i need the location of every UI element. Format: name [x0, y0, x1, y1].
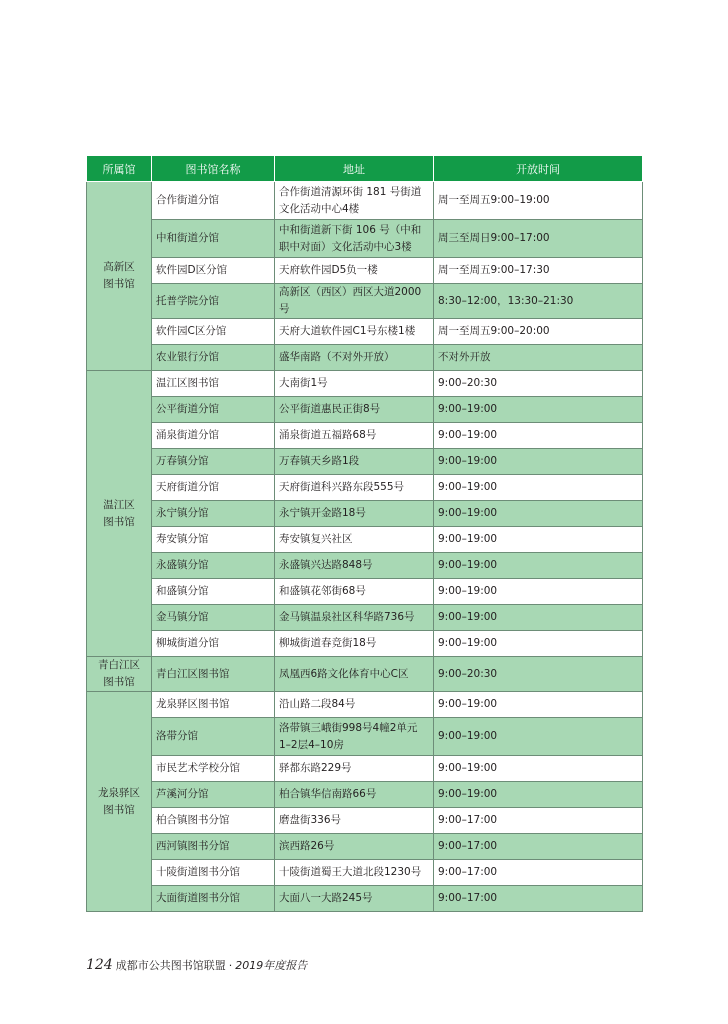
address-cell: 磨盘街336号	[275, 808, 434, 834]
opening-hours-cell: 不对外开放	[434, 345, 643, 371]
address-cell: 公平街道惠民正街8号	[275, 397, 434, 423]
library-name-cell: 十陵街道图书分馆	[152, 860, 275, 886]
table-row	[87, 258, 643, 284]
opening-hours-cell: 9:00–17:00	[434, 834, 643, 860]
address-cell: 万春镇天乡路1段	[275, 449, 434, 475]
address-cell: 高新区（西区）西区大道2000号	[275, 284, 434, 319]
library-name-cell: 温江区图书馆	[152, 371, 275, 397]
table-row	[87, 220, 643, 258]
address-cell: 涌泉街道五福路68号	[275, 423, 434, 449]
footer-separator: ·	[228, 959, 233, 972]
table-row	[87, 345, 643, 371]
table-row	[87, 553, 643, 579]
page-footer	[86, 957, 307, 973]
library-name-cell: 龙泉驿区图书馆	[152, 692, 275, 718]
publisher-name: 成都市公共图书馆联盟	[115, 959, 226, 972]
address-cell: 滨西路26号	[275, 834, 434, 860]
page-number: 124	[86, 957, 113, 973]
address-cell: 驿都东路229号	[275, 756, 434, 782]
address-cell: 合作街道清源环街 181 号街道文化活动中心4楼	[275, 182, 434, 220]
opening-hours-cell: 9:00–19:00	[434, 579, 643, 605]
opening-hours-cell: 9:00–17:00	[434, 860, 643, 886]
address-cell: 和盛镇花邻街68号	[275, 579, 434, 605]
library-name-cell: 洛带分馆	[152, 718, 275, 756]
header-address: 地址	[275, 156, 434, 182]
table-row	[87, 860, 643, 886]
address-cell: 柳城街道春竞街18号	[275, 631, 434, 657]
library-name-cell: 永宁镇分馆	[152, 501, 275, 527]
opening-hours-cell: 9:00–19:00	[434, 692, 643, 718]
table-row	[87, 319, 643, 345]
opening-hours-cell: 9:00–19:00	[434, 475, 643, 501]
table-row	[87, 886, 643, 912]
library-name-cell: 合作街道分馆	[152, 182, 275, 220]
library-name-cell: 青白江区图书馆	[152, 657, 275, 692]
opening-hours-cell: 周一至周五9:00–17:30	[434, 258, 643, 284]
library-name-cell: 寿安镇分馆	[152, 527, 275, 553]
region-cell: 龙泉驿区 图书馆	[87, 692, 152, 912]
library-name-cell: 和盛镇分馆	[152, 579, 275, 605]
opening-hours-cell: 9:00–17:00	[434, 886, 643, 912]
table-row	[87, 284, 643, 319]
opening-hours-cell: 9:00–19:00	[434, 397, 643, 423]
address-cell: 中和街道新下街 106 号（中和职中对面）文化活动中心3楼	[275, 220, 434, 258]
opening-hours-cell: 9:00–20:30	[434, 371, 643, 397]
opening-hours-cell: 9:00–19:00	[434, 501, 643, 527]
library-name-cell: 金马镇分馆	[152, 605, 275, 631]
table-row	[87, 579, 643, 605]
opening-hours-cell: 9:00–19:00	[434, 449, 643, 475]
table-row	[87, 182, 643, 220]
address-cell: 沿山路二段84号	[275, 692, 434, 718]
address-cell: 盛华南路（不对外开放）	[275, 345, 434, 371]
library-table	[86, 156, 643, 912]
library-name-cell: 农业银行分馆	[152, 345, 275, 371]
opening-hours-cell: 周三至周日9:00–17:00	[434, 220, 643, 258]
address-cell: 寿安镇复兴社区	[275, 527, 434, 553]
address-cell: 天府街道科兴路东段555号	[275, 475, 434, 501]
opening-hours-cell: 周一至周五9:00–20:00	[434, 319, 643, 345]
library-name-cell: 万春镇分馆	[152, 449, 275, 475]
opening-hours-cell: 周一至周五9:00–19:00	[434, 182, 643, 220]
opening-hours-cell: 9:00–19:00	[434, 782, 643, 808]
table-row	[87, 397, 643, 423]
opening-hours-cell: 9:00–19:00	[434, 756, 643, 782]
library-name-cell: 永盛镇分馆	[152, 553, 275, 579]
table-row	[87, 475, 643, 501]
header-library-name: 图书馆名称	[152, 156, 275, 182]
table-row	[87, 449, 643, 475]
table-row	[87, 605, 643, 631]
library-name-cell: 涌泉街道分馆	[152, 423, 275, 449]
address-cell: 天府软件园D5负一楼	[275, 258, 434, 284]
opening-hours-cell: 9:00–19:00	[434, 527, 643, 553]
opening-hours-cell: 9:00–19:00	[434, 423, 643, 449]
library-name-cell: 软件园C区分馆	[152, 319, 275, 345]
header-opening-hours: 开放时间	[434, 156, 643, 182]
library-name-cell: 大面街道图书分馆	[152, 886, 275, 912]
table-row	[87, 782, 643, 808]
opening-hours-cell: 9:00–19:00	[434, 631, 643, 657]
table-row	[87, 808, 643, 834]
library-name-cell: 柳城街道分馆	[152, 631, 275, 657]
library-name-cell: 中和街道分馆	[152, 220, 275, 258]
opening-hours-cell: 9:00–19:00	[434, 553, 643, 579]
table-row	[87, 371, 643, 397]
address-cell: 十陵街道蜀王大道北段1230号	[275, 860, 434, 886]
table-header-row	[87, 156, 643, 182]
library-name-cell: 西河镇图书分馆	[152, 834, 275, 860]
library-name-cell: 软件园D区分馆	[152, 258, 275, 284]
library-name-cell: 天府街道分馆	[152, 475, 275, 501]
opening-hours-cell: 9:00–19:00	[434, 718, 643, 756]
address-cell: 永盛镇兴达路848号	[275, 553, 434, 579]
opening-hours-cell: 9:00–17:00	[434, 808, 643, 834]
library-name-cell: 市民艺术学校分馆	[152, 756, 275, 782]
region-cell: 青白江区 图书馆	[87, 657, 152, 692]
library-name-cell: 柏合镇图书分馆	[152, 808, 275, 834]
opening-hours-cell: 8:30–12:00，13:30–21:30	[434, 284, 643, 319]
address-cell: 金马镇温泉社区科华路736号	[275, 605, 434, 631]
table-row	[87, 756, 643, 782]
address-cell: 洛带镇三峨街998号4幢2单元1–2层4–10房	[275, 718, 434, 756]
library-name-cell: 托普学院分馆	[152, 284, 275, 319]
address-cell: 大面八一大路245号	[275, 886, 434, 912]
table-row	[87, 834, 643, 860]
region-cell: 高新区 图书馆	[87, 182, 152, 371]
table-row	[87, 631, 643, 657]
report-title: 2019年度报告	[235, 959, 308, 972]
library-name-cell: 公平街道分馆	[152, 397, 275, 423]
library-table-container	[86, 156, 642, 912]
address-cell: 大南街1号	[275, 371, 434, 397]
header-region: 所属馆	[87, 156, 152, 182]
opening-hours-cell: 9:00–19:00	[434, 605, 643, 631]
table-row	[87, 501, 643, 527]
address-cell: 永宁镇开金路18号	[275, 501, 434, 527]
opening-hours-cell: 9:00–20:30	[434, 657, 643, 692]
table-row	[87, 657, 643, 692]
table-row	[87, 718, 643, 756]
region-cell: 温江区 图书馆	[87, 371, 152, 657]
library-name-cell: 芦溪河分馆	[152, 782, 275, 808]
address-cell: 柏合镇华信南路66号	[275, 782, 434, 808]
table-row	[87, 423, 643, 449]
table-body	[87, 182, 643, 912]
address-cell: 天府大道软件园C1号东楼1楼	[275, 319, 434, 345]
table-row	[87, 692, 643, 718]
table-row	[87, 527, 643, 553]
address-cell: 凤凰西6路文化体育中心C区	[275, 657, 434, 692]
